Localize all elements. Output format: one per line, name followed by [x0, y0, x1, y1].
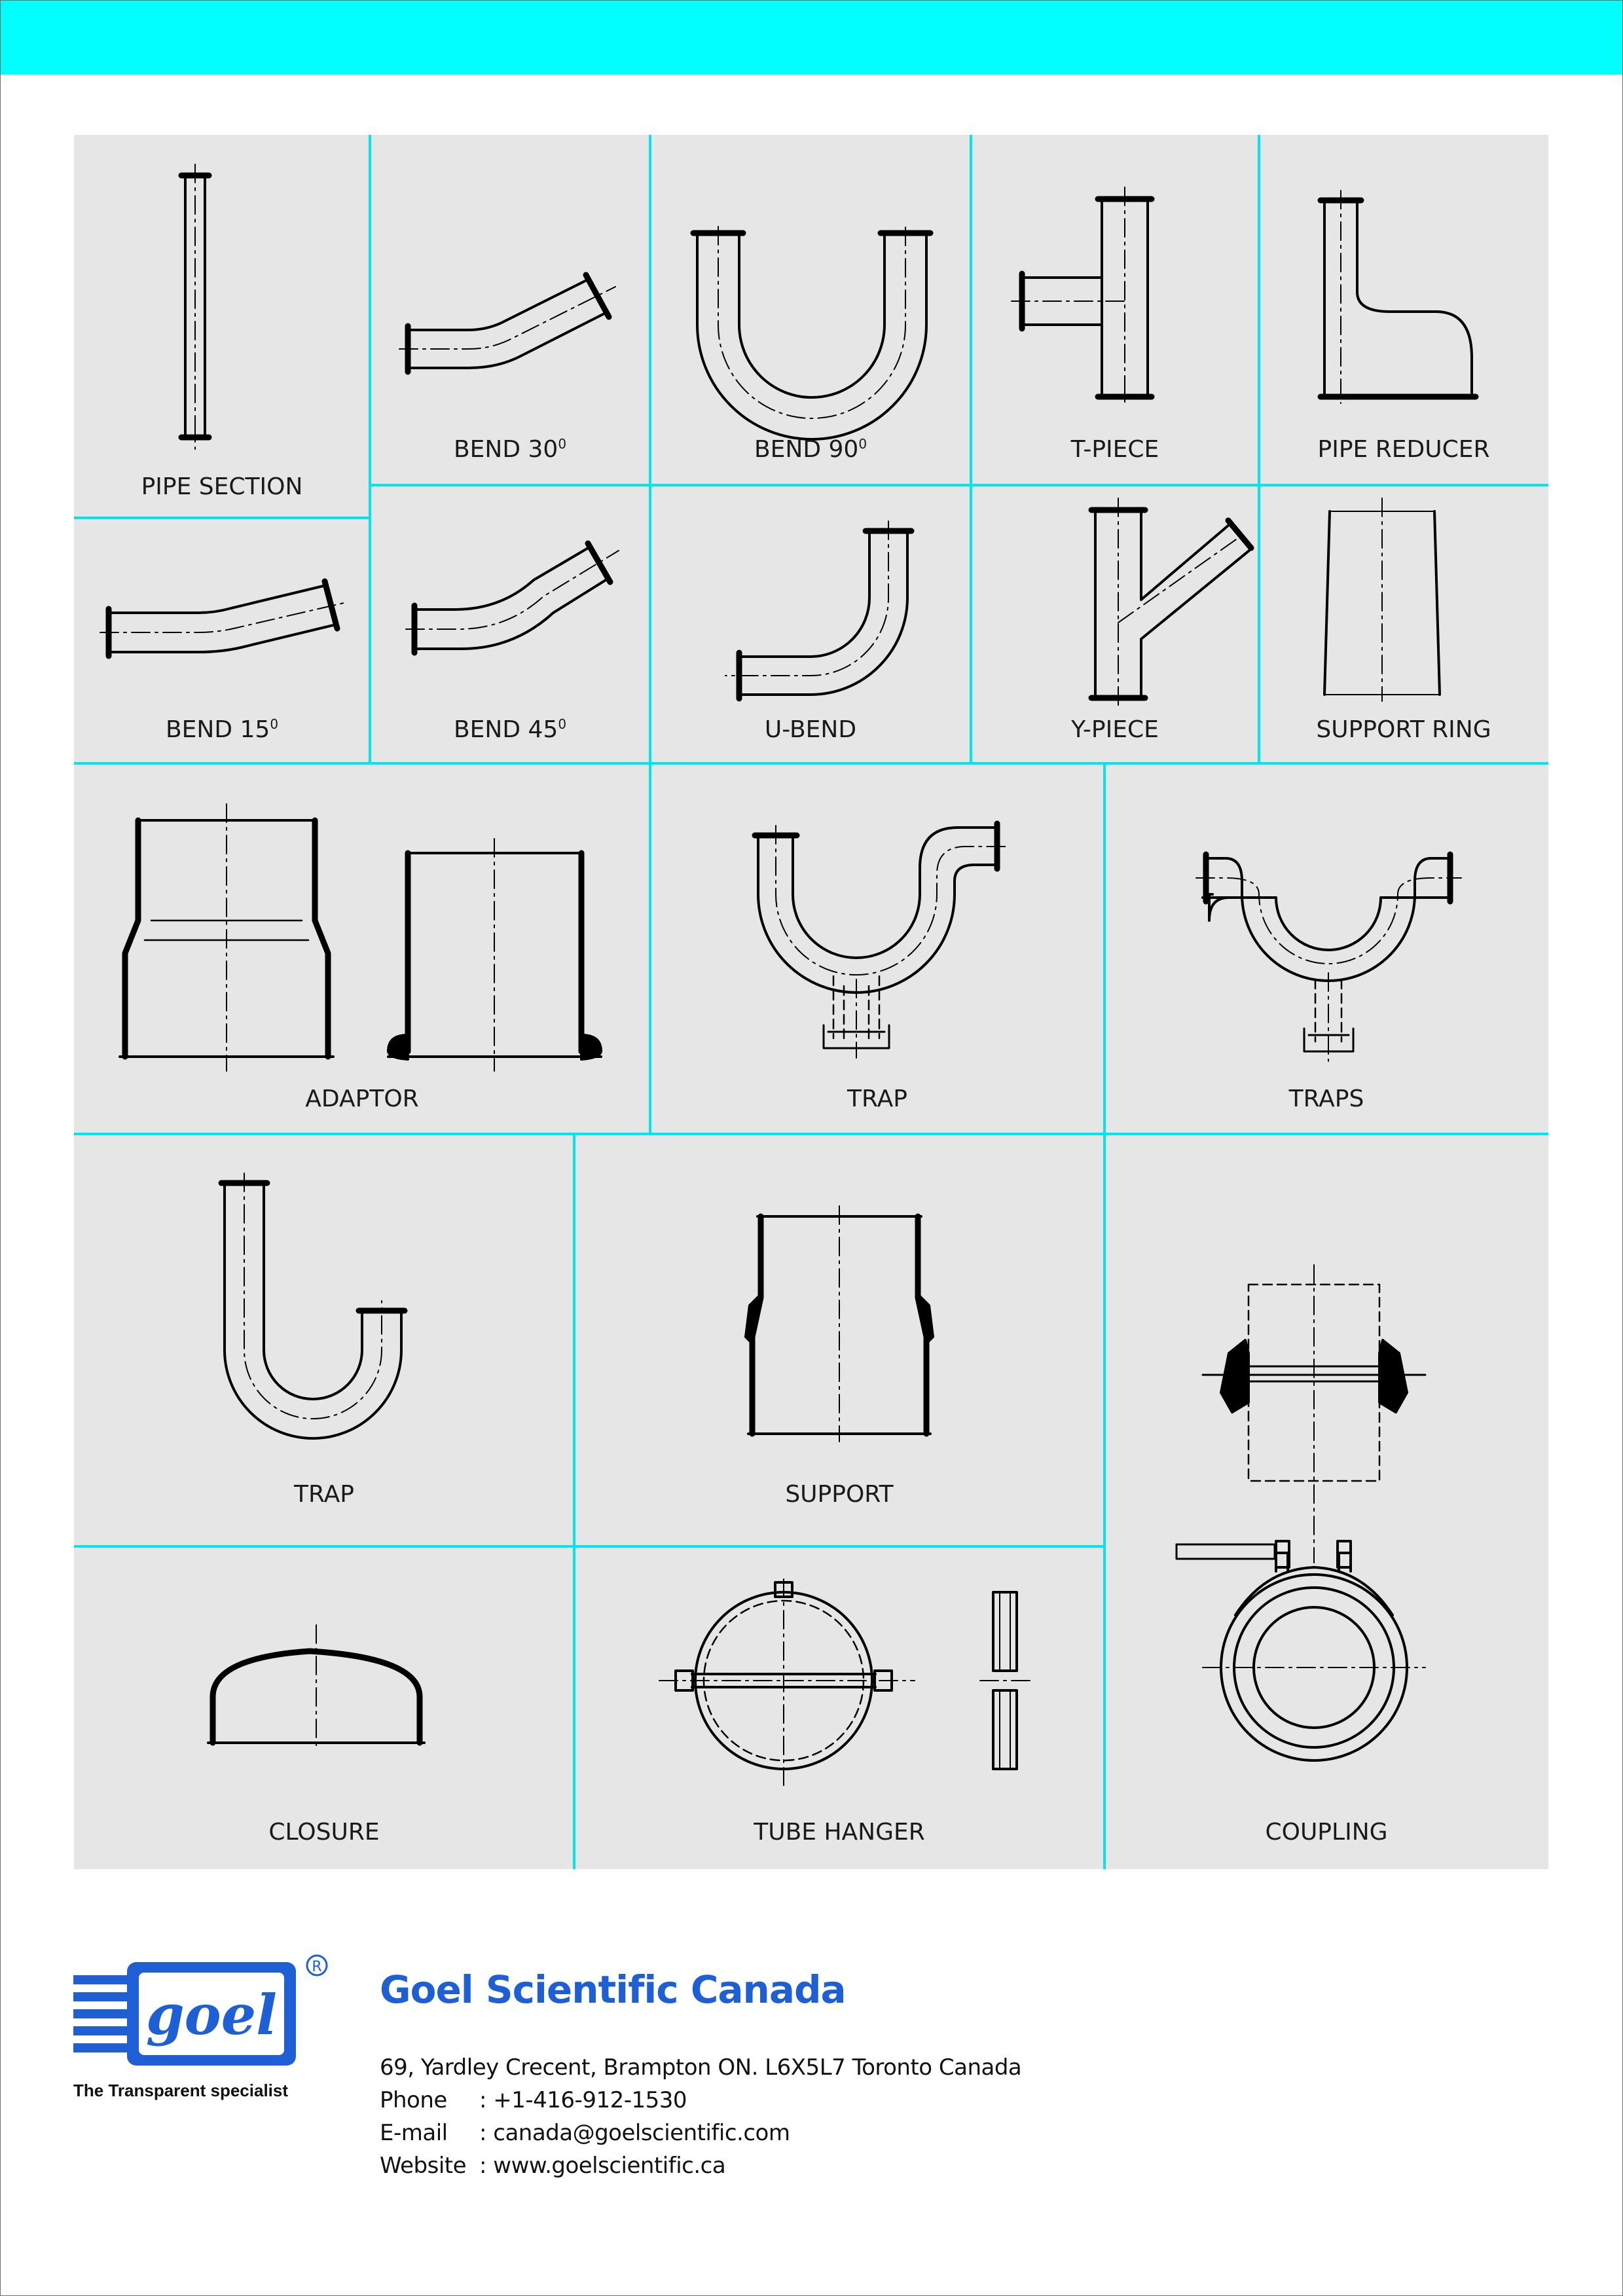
cell-support-ring	[1259, 485, 1548, 763]
label-support-ring: SUPPORT RING	[1316, 716, 1491, 743]
grid-line	[1258, 135, 1260, 763]
grid-line	[74, 517, 370, 519]
contact-phone: Phone : +1-416-912-1530	[380, 2087, 687, 2113]
grid-line	[370, 484, 1548, 486]
grid-line	[369, 135, 371, 763]
cell-support	[574, 1134, 1104, 1546]
cell-adaptor	[74, 763, 650, 1134]
product-grid	[74, 135, 1548, 1869]
label-pipe-reducer: PIPE REDUCER	[1317, 436, 1490, 463]
cell-bend-15	[74, 518, 370, 763]
label-bend-90: BEND $90^0$	[754, 436, 867, 463]
grid-line	[74, 1133, 1548, 1135]
contact-website: Website : www.goelscientific.ca	[380, 2153, 726, 2179]
cell-tube-hanger	[574, 1546, 1104, 1869]
label-traps: TRAPS	[1288, 1085, 1364, 1112]
label-bend-30: BEND $30^0$	[453, 436, 567, 463]
cell-trap-2	[74, 1134, 574, 1546]
grid-line	[573, 1134, 575, 1869]
cell-bend-30	[370, 135, 650, 485]
cell-bend-90	[650, 135, 971, 485]
top-color-bar	[1, 1, 1622, 75]
website-link[interactable]: : www.goelscientific.ca	[479, 2153, 726, 2179]
logo-tagline: The Transparent specialist	[73, 2081, 289, 2100]
label-u-bend: U-BEND	[764, 716, 857, 743]
label-trap-2: TRAP	[294, 1481, 354, 1508]
label-adaptor: ADAPTOR	[305, 1085, 419, 1112]
grid-line	[74, 1545, 1104, 1548]
cell-closure	[74, 1546, 574, 1869]
cell-pipe-section	[74, 135, 370, 518]
grid-line	[970, 135, 972, 763]
email-link[interactable]: : canada@goelscientific.com	[479, 2120, 790, 2146]
grid-line	[649, 135, 651, 1134]
cell-y-piece	[971, 485, 1259, 763]
contact-email: E-mail : canada@goelscientific.com	[380, 2120, 790, 2146]
cell-trap-1	[650, 763, 1104, 1134]
label-closure: CLOSURE	[268, 1819, 380, 1846]
label-trap-1: TRAP	[847, 1085, 907, 1112]
cell-t-piece	[971, 135, 1259, 485]
label-tube-hanger: TUBE HANGER	[754, 1819, 925, 1846]
label-bend-45: BEND $45^0$	[453, 716, 567, 743]
cell-traps	[1104, 763, 1548, 1134]
label-y-piece: Y-PIECE	[1071, 716, 1159, 743]
cell-pipe-reducer	[1259, 135, 1548, 485]
company-name: Goel Scientific Canada	[380, 1967, 846, 2012]
label-coupling: COUPLING	[1265, 1819, 1388, 1846]
cell-bend-45	[370, 485, 650, 763]
label-t-piece: T-PIECE	[1070, 436, 1159, 463]
company-address: 69, Yardley Crecent, Brampton ON. L6X5L7 Toronto Canada	[380, 2054, 1022, 2081]
label-bend-15: BEND $15^0$	[165, 716, 279, 743]
label-support: SUPPORT	[785, 1481, 894, 1508]
grid-line	[74, 762, 1548, 765]
svg-text:R: R	[312, 1959, 322, 1975]
label-pipe-section: PIPE SECTION	[141, 473, 303, 500]
cell-u-bend	[650, 485, 971, 763]
svg-text:goel: goel	[145, 1982, 278, 2047]
cell-coupling	[1104, 1134, 1548, 1869]
phone-value[interactable]: : +1-416-912-1530	[479, 2087, 687, 2113]
grid-line	[1103, 763, 1106, 1869]
